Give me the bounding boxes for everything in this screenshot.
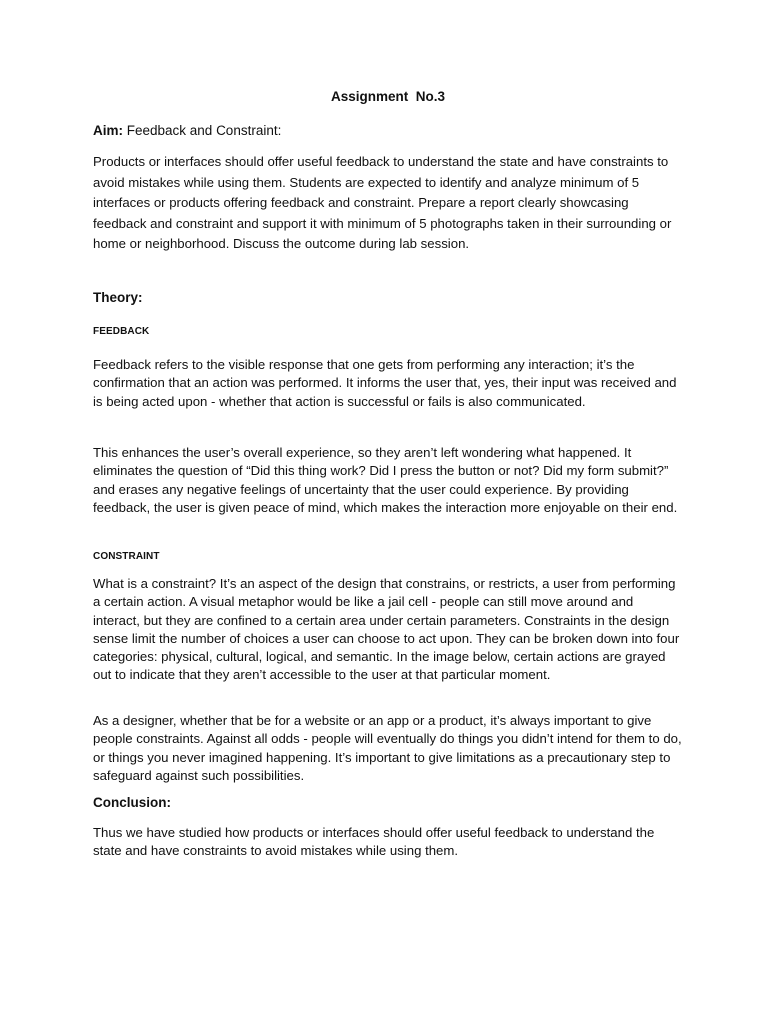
document-page bbox=[93, 0, 683, 1024]
feedback-paragraph-2: This enhances the user’s overall experience, so they aren’t left wondering what happened. It eliminates the question of “Did this thing work? Did I press the button or not? Did my form submit?” and erases any negative feelings of uncertainty that the user could experience. By providing feedback, the user is given peace of mind, which makes the interaction more enjoyable on their end. bbox=[93, 445, 678, 515]
constraint-paragraph-1: What is a constraint? It’s an aspect of the design that constrains, or restricts, a user from performing a certain action. A visual metaphor would be like a jail cell - people can still move around and interact, but they are confined to a certain area under certain parameters. Constraints in the design sense limit the number of choices a user can choose to act upon. They can be broken down into four categories: physical, cultural, logical, and semantic. In the image below, certain actions are grayed out to indicate that they aren’t accessible to the user at that particular moment. bbox=[93, 576, 680, 683]
intro-paragraph: Products or interfaces should offer useful feedback to understand the state and have constraints to avoid mistakes while using them. Students are expected to identify and analyze minimum of 5 interfaces or products offering feedback and constraint. Prepare a report clearly showcasing feedback and constraint and support it with minimum of 5 photographs taken in their surrounding or home or neighborhood. Discuss the outcome during lab session. bbox=[93, 154, 672, 252]
constraint-heading: CONSTRAINT bbox=[93, 551, 160, 562]
aim-text: Feedback and Constraint: bbox=[123, 123, 282, 138]
feedback-heading: FEEDBACK bbox=[93, 326, 150, 337]
aim-line bbox=[93, 121, 683, 140]
aim-label: Aim: bbox=[93, 123, 123, 138]
feedback-paragraph-1: Feedback refers to the visible response that one gets from performing any interaction; it’s the confirmation that an action was performed. It informs the user that, yes, their input was received and is being acted upon - whether that action is successful or fails is also communicated. bbox=[93, 357, 677, 409]
conclusion-paragraph: Thus we have studied how products or interfaces should offer useful feedback to understand the state and have constraints to avoid mistakes while using them. bbox=[93, 825, 655, 859]
conclusion-heading: Conclusion: bbox=[93, 795, 171, 810]
constraint-paragraph-2: As a designer, whether that be for a website or an app or a product, it’s always important to give people constraints. Against all odds - people will eventually do things you didn’t intend for them to do, or things you never imagined happening. It’s important to give limitations as a precautionary step to safeguard against such possibilities. bbox=[93, 713, 682, 783]
document-title: Assignment No.3 bbox=[330, 89, 446, 104]
theory-heading: Theory: bbox=[93, 290, 143, 305]
